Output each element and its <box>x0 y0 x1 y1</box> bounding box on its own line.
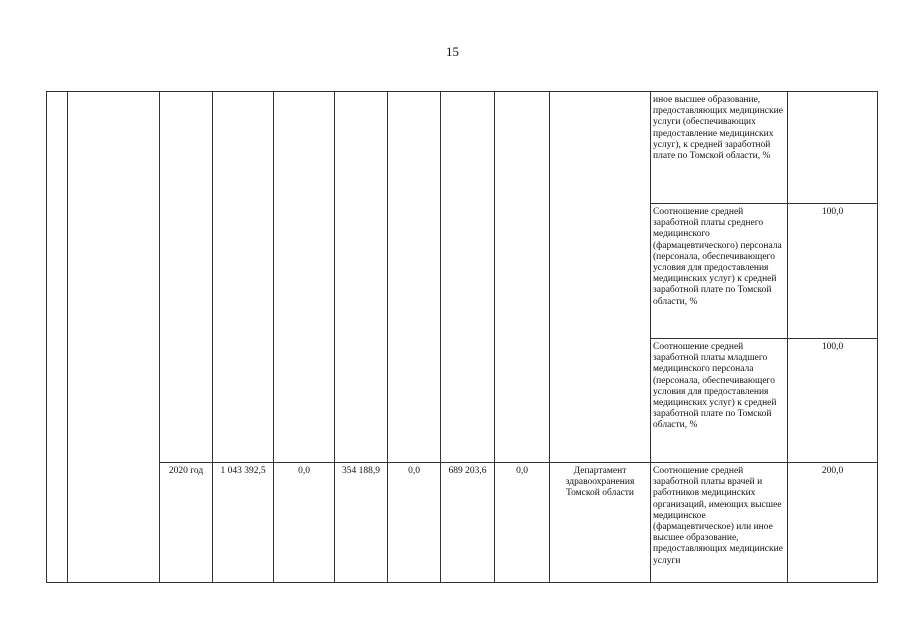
col-b-cell-blank <box>335 92 388 463</box>
value-cell: 100,0 <box>788 204 878 339</box>
value-cell: 100,0 <box>788 339 878 463</box>
col-c-cell: 0,0 <box>388 463 441 583</box>
indicator-cell: Соотношение средней заработной платы среднего медицинского (фармацевтического) персонала (персонала, обеспечивающего условия для предоставления медицинских услуг) к средней заработной плате по Томской области, % <box>651 204 788 339</box>
total-cell-blank <box>213 92 274 463</box>
col-e-cell: 0,0 <box>495 463 550 583</box>
col-d-cell-blank <box>441 92 495 463</box>
page-number: 15 <box>446 44 459 59</box>
department-cell-blank <box>550 92 651 463</box>
col-e-cell-blank <box>495 92 550 463</box>
col-a-cell-blank <box>274 92 335 463</box>
total-cell: 1 043 392,5 <box>213 463 274 583</box>
indicator-cell: Соотношение средней заработной платы младшего медицинского персонала (персонала, обеспечивающего условия для предоставления медицинских услуг) к средней заработной плате по Томской области, % <box>651 339 788 463</box>
indicator-cell: Соотношение средней заработной платы врачей и работников медицинских организаций, имеющих высшее медицинское (фармацевтическое) или иное высшее образование, предоставляющих медицинские услуги <box>651 463 788 583</box>
budget-table <box>46 91 878 583</box>
col-d-cell: 689 203,6 <box>441 463 495 583</box>
table-row <box>47 92 878 204</box>
table-row <box>47 463 878 583</box>
col-b-cell: 354 188,9 <box>335 463 388 583</box>
value-cell: 200,0 <box>788 463 878 583</box>
col-c-cell-blank <box>388 92 441 463</box>
department-cell: Департамент здравоохранения Томской области <box>550 463 651 583</box>
value-cell-blank <box>788 92 878 204</box>
year-cell: 2020 год <box>160 463 213 583</box>
indicator-cell: иное высшее образование, предоставляющих медицинские услуги (обеспечивающих предоставление медицинских услуг), к средней заработной плате по Томской области, % <box>651 92 788 204</box>
number-cell <box>47 92 68 583</box>
col-a-cell: 0,0 <box>274 463 335 583</box>
task-cell <box>68 92 160 583</box>
year-cell-blank <box>160 92 213 463</box>
